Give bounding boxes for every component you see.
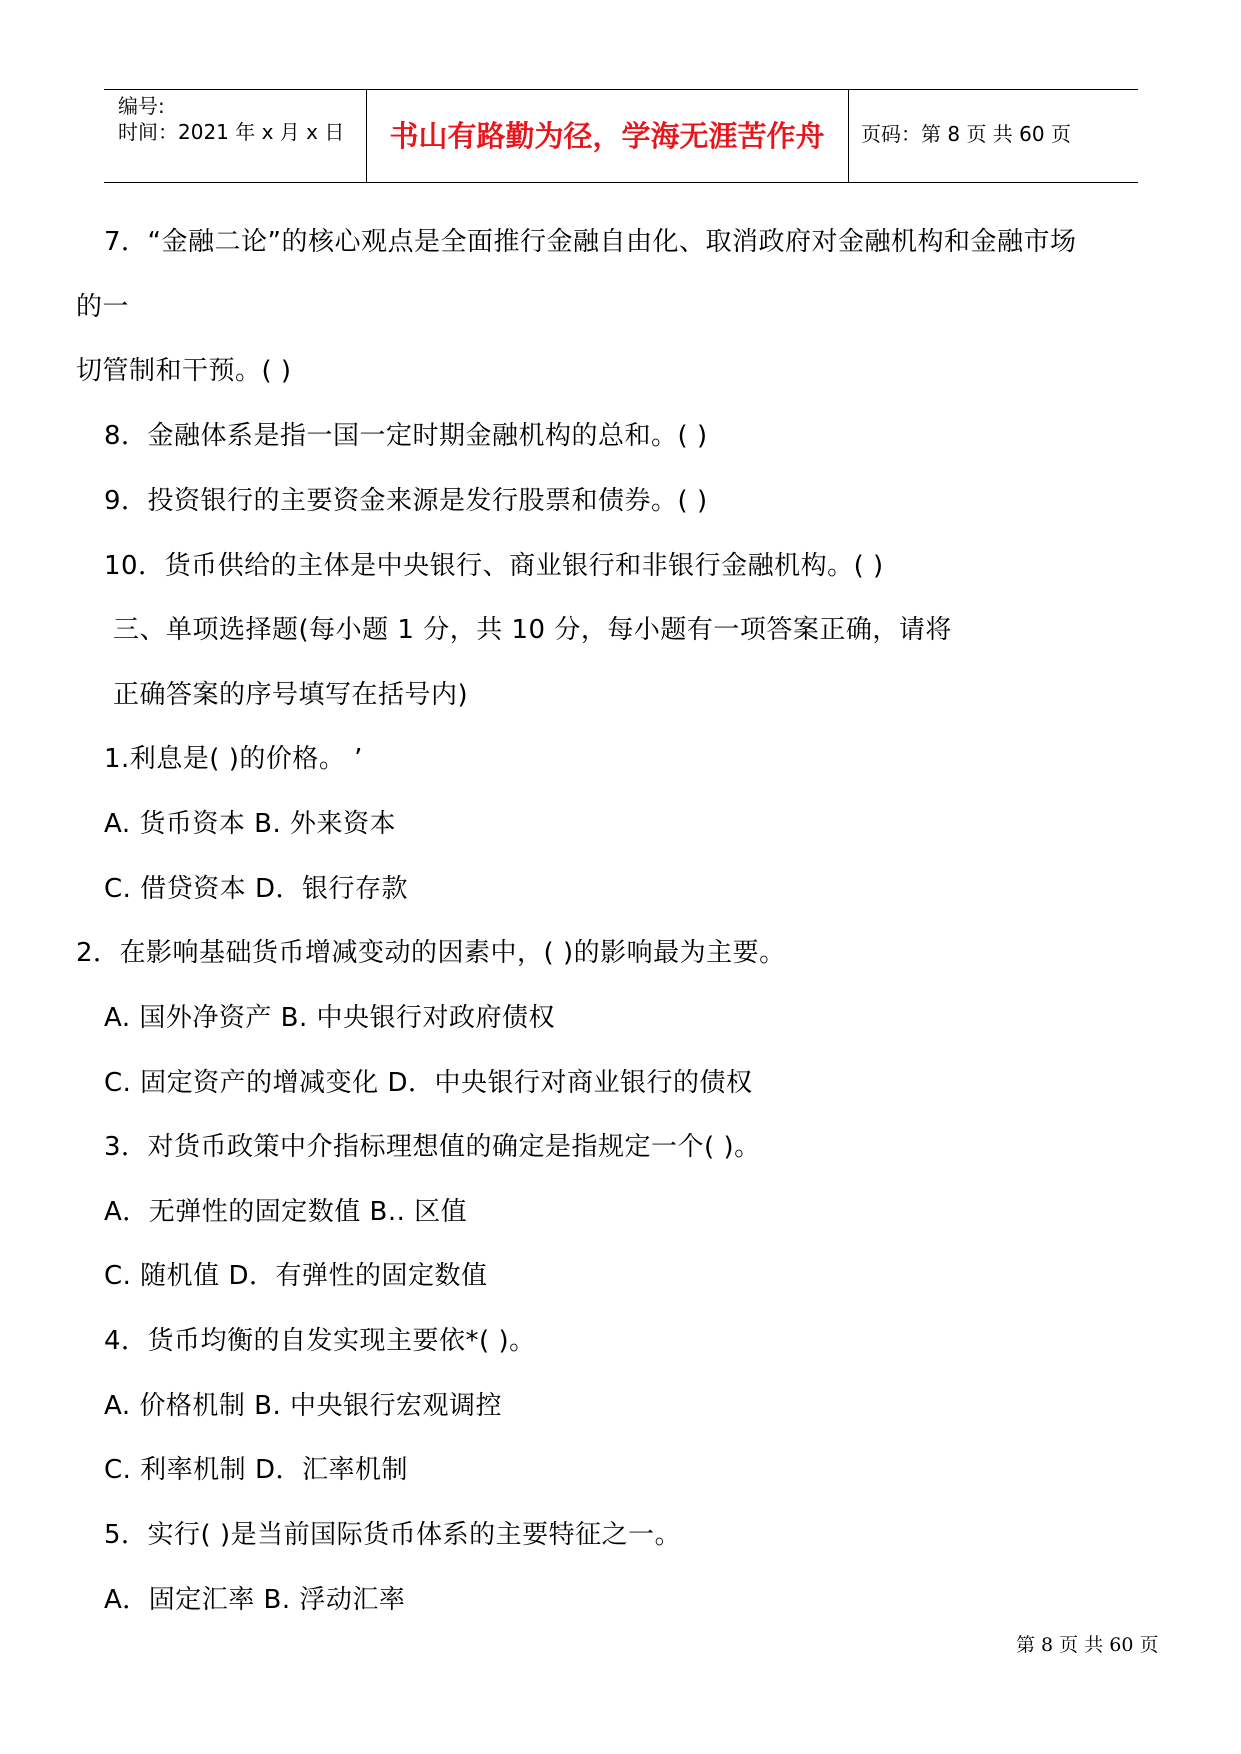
choice-q2-options-cd: C. 固定资产的增减变化 D．中央银行对商业银行的债权 xyxy=(104,1068,753,1098)
choice-q2-options-ab: A. 国外净资产 B. 中央银行对政府债权 xyxy=(104,1003,555,1033)
choice-q5-options-ab: A．固定汇率 B. 浮动汇率 xyxy=(104,1585,406,1615)
document-time-label: 时间：2021 年 x 月 x 日 xyxy=(118,120,345,144)
page-footer-number: 第 8 页 共 60 页 xyxy=(1016,1634,1159,1656)
page-header xyxy=(104,89,1138,183)
document-number-label: 编号: xyxy=(118,94,165,118)
judgment-item-7-cont-1: 的一 xyxy=(76,292,130,322)
choice-question-5: 5．实行( )是当前国际货币体系的主要特征之一。 xyxy=(104,1520,682,1550)
choice-question-4: 4．货币均衡的自发实现主要依*( )。 xyxy=(104,1326,536,1356)
judgment-item-7-cont-2: 切管制和干预。( ) xyxy=(76,356,292,386)
judgment-item-9: 9．投资银行的主要资金来源是发行股票和债券。( ) xyxy=(104,486,708,516)
header-page-number: 页码：第 8 页 共 60 页 xyxy=(861,122,1071,146)
choice-question-2: 2．在影响基础货币增减变动的因素中，( )的影响最为主要。 xyxy=(76,938,786,968)
choice-question-3: 3．对货币政策中介指标理想值的确定是指规定一个( )。 xyxy=(104,1132,761,1162)
section-three-heading: 三、单项选择题(每小题 1 分，共 10 分，每小题有一项答案正确，请将 xyxy=(113,615,952,645)
choice-q1-options-cd: C. 借贷资本 D．银行存款 xyxy=(104,874,408,904)
header-page-cell xyxy=(849,90,1138,182)
judgment-item-7: 7．“金融二论”的核心观点是全面推行金融自由化、取消政府对金融机构和金融市场 xyxy=(104,227,1077,257)
header-motto: 书山有路勤为径，学海无涯苦作舟 xyxy=(389,119,825,153)
judgment-item-8: 8．金融体系是指一国一定时期金融机构的总和。( ) xyxy=(104,421,708,451)
choice-q3-options-ab: A．无弹性的固定数值 B.. 区值 xyxy=(104,1197,468,1227)
section-three-heading-cont: 正确答案的序号填写在括号内) xyxy=(113,680,469,710)
choice-question-1: 1.利息是( )的价格。 ’ xyxy=(104,744,363,774)
choice-q3-options-cd: C. 随机值 D．有弹性的固定数值 xyxy=(104,1261,488,1291)
header-info-cell xyxy=(104,90,367,182)
header-motto-cell xyxy=(366,90,849,182)
choice-q4-options-ab: A. 价格机制 B. 中央银行宏观调控 xyxy=(104,1391,502,1421)
choice-q1-options-ab: A. 货币资本 B. 外来资本 xyxy=(104,809,396,839)
judgment-item-10: 10．货币供给的主体是中央银行、商业银行和非银行金融机构。( ) xyxy=(104,551,884,581)
choice-q4-options-cd: C. 利率机制 D．汇率机制 xyxy=(104,1455,408,1485)
